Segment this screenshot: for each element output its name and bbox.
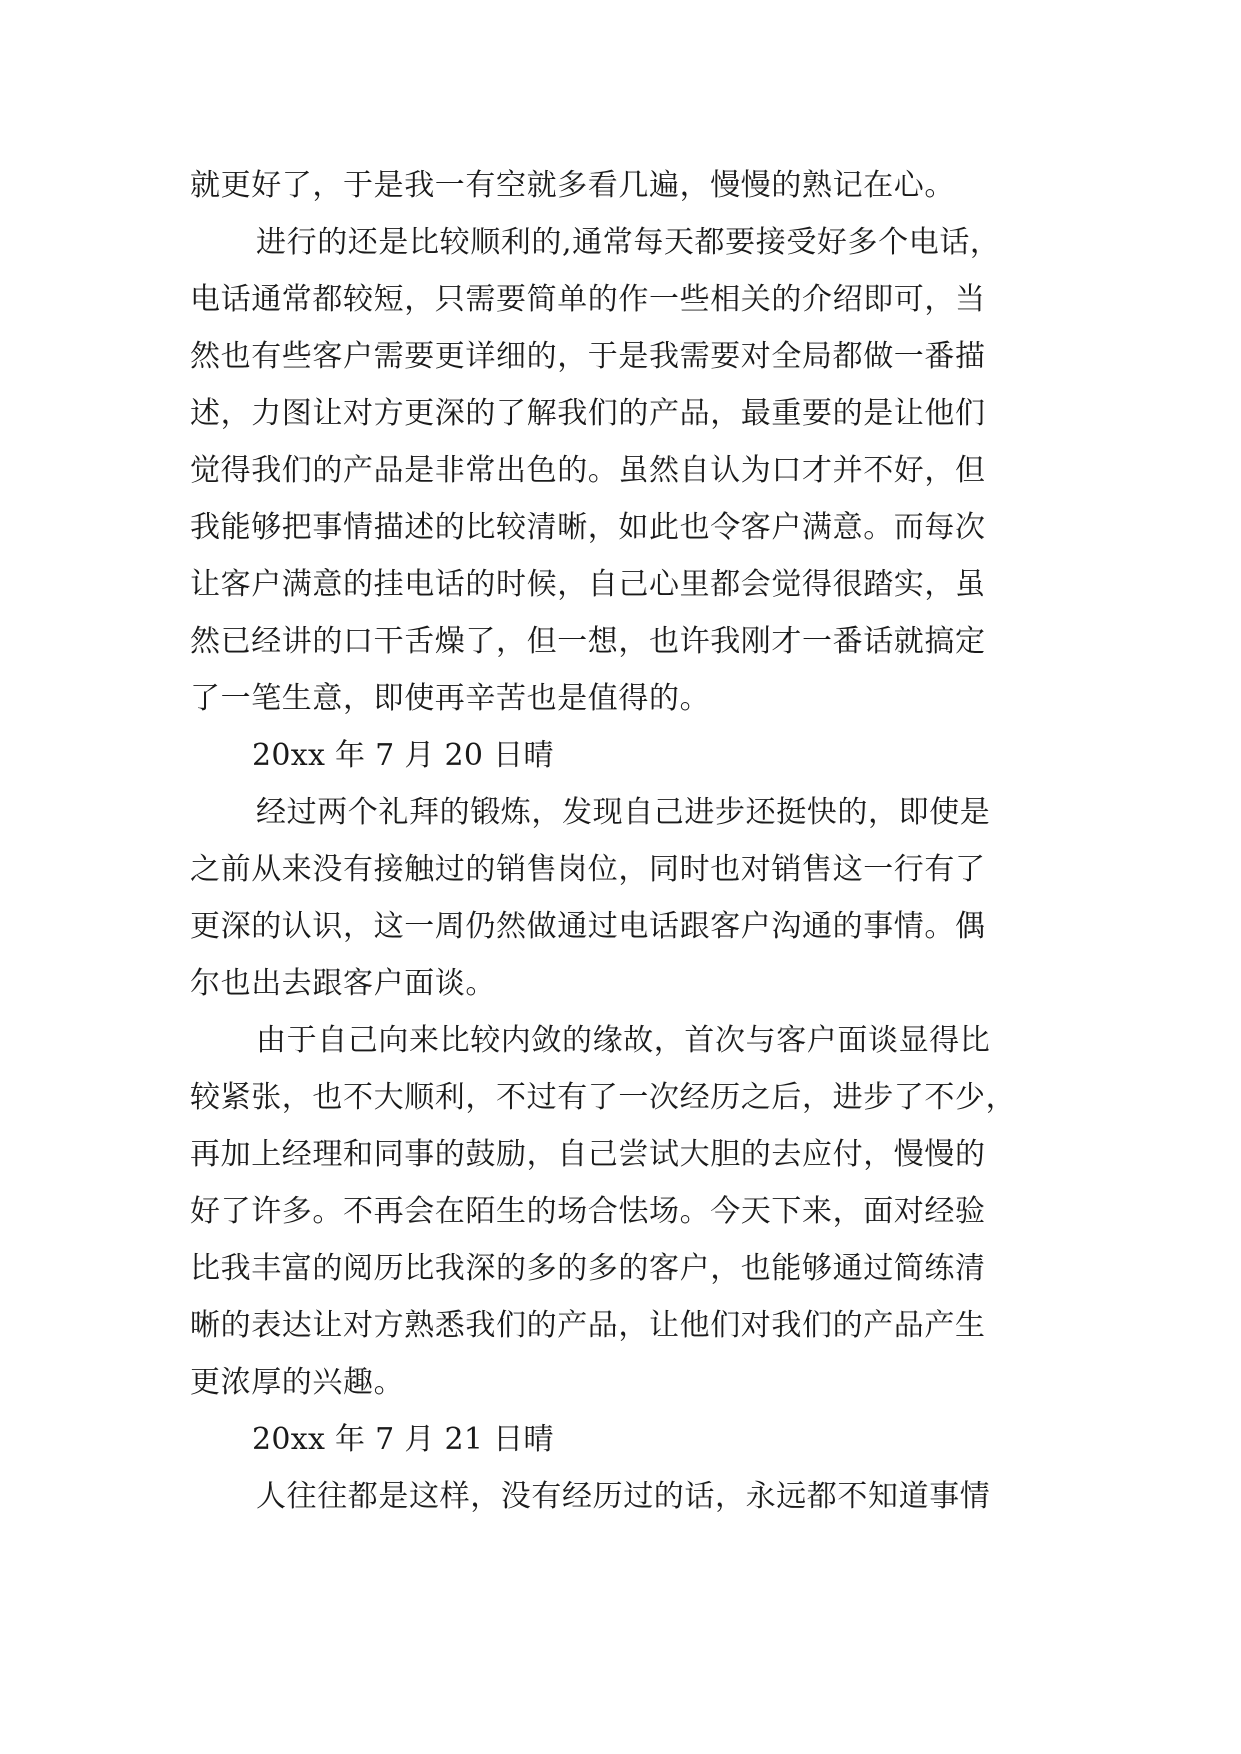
diary-date-heading: 20xx 年 7 月 21 日晴 bbox=[252, 1422, 554, 1457]
text-line: 电话通常都较短，只需要简单的作一些相关的介绍即可，当 bbox=[190, 282, 986, 317]
text-line: 晰的表达让对方熟悉我们的产品，让他们对我们的产品产生 bbox=[190, 1308, 986, 1343]
text-line: 比我丰富的阅历比我深的多的多的客户，也能够通过简练清 bbox=[190, 1251, 986, 1286]
text-line: 更深的认识，这一周仍然做通过电话跟客户沟通的事情。偶 bbox=[190, 909, 986, 944]
paragraph-first-line: 人往往都是这样，没有经历过的话，永远都不知道事情 bbox=[256, 1479, 991, 1514]
text-line: 让客户满意的挂电话的时候，自己心里都会觉得很踏实，虽 bbox=[190, 567, 986, 602]
paragraph-first-line: 经过两个礼拜的锻炼，发现自己进步还挺快的，即使是 bbox=[256, 795, 991, 830]
text-line: 述，力图让对方更深的了解我们的产品，最重要的是让他们 bbox=[190, 396, 986, 431]
text-line: 更浓厚的兴趣。 bbox=[190, 1365, 405, 1400]
text-line: 好了许多。不再会在陌生的场合怯场。今天下来，面对经验 bbox=[190, 1194, 986, 1229]
text-line: 觉得我们的产品是非常出色的。虽然自认为口才并不好，但 bbox=[190, 453, 986, 488]
text-line: 然已经讲的口干舌燥了，但一想，也许我刚才一番话就搞定 bbox=[190, 624, 986, 659]
text-line: 了一笔生意，即使再辛苦也是值得的。 bbox=[190, 681, 711, 716]
text-line: 较紧张，也不大顺利，不过有了一次经历之后，进步了不少， bbox=[190, 1080, 1017, 1115]
text-line: 之前从来没有接触过的销售岗位，同时也对销售这一行有了 bbox=[190, 852, 986, 887]
text-line: 然也有些客户需要更详细的，于是我需要对全局都做一番描 bbox=[190, 339, 986, 374]
text-line: 尔也出去跟客户面谈。 bbox=[190, 966, 496, 1001]
text-line: 就更好了，于是我一有空就多看几遍，慢慢的熟记在心。 bbox=[190, 168, 955, 203]
text-line: 再加上经理和同事的鼓励，自己尝试大胆的去应付，慢慢的 bbox=[190, 1137, 986, 1172]
diary-date-heading: 20xx 年 7 月 20 日晴 bbox=[252, 738, 554, 773]
paragraph-first-line: 由于自己向来比较内敛的缘故，首次与客户面谈显得比 bbox=[256, 1023, 991, 1058]
paragraph-first-line: 进行的还是比较顺利的,通常每天都要接受好多个电话， bbox=[256, 225, 1001, 260]
text-line: 我能够把事情描述的比较清晰，如此也令客户满意。而每次 bbox=[190, 510, 986, 545]
